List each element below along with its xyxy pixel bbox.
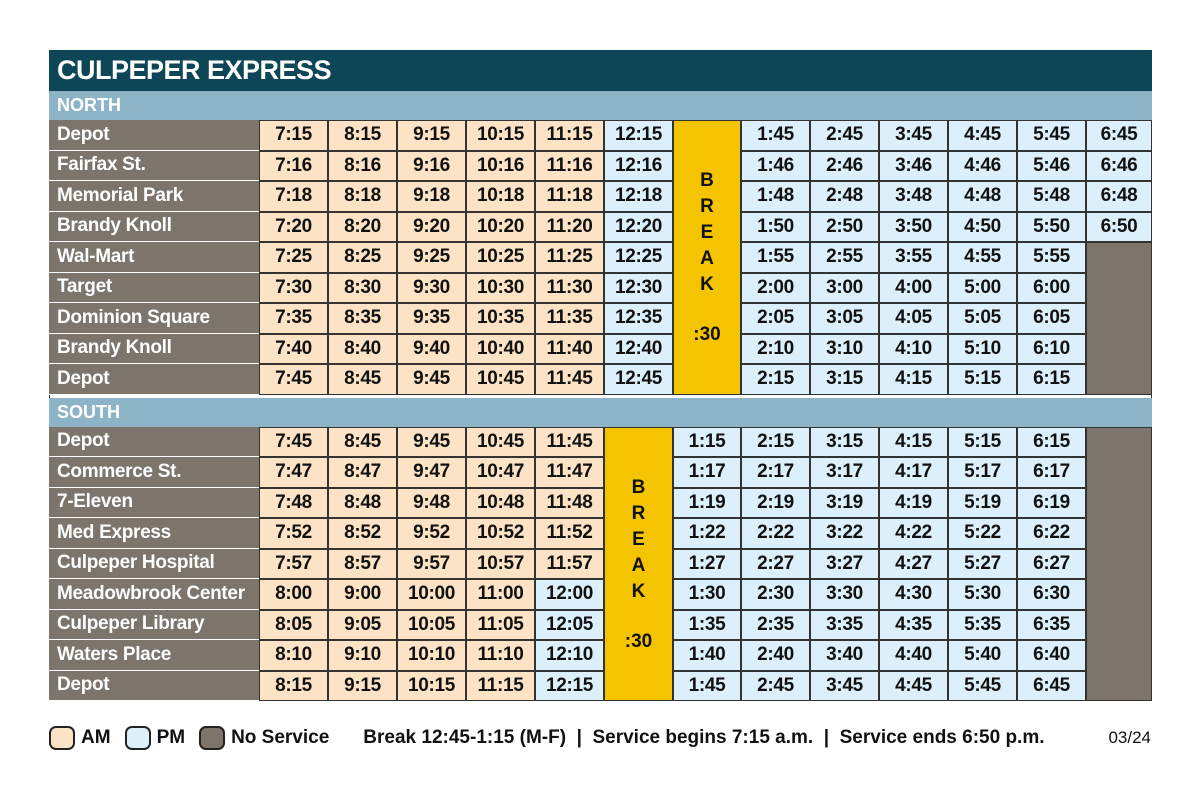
stop-name: Fairfax St. (49, 151, 259, 182)
time-cell-pm: 3:50 (879, 212, 948, 243)
time-cell-pm: 2:15 (741, 364, 810, 395)
time-cell-am: 11:25 (535, 242, 604, 273)
time-cell-pm: 2:19 (741, 488, 810, 519)
stop-name: Wal-Mart (49, 242, 259, 273)
stop-name: Commerce St. (49, 457, 259, 488)
time-cell-am: 11:15 (466, 671, 535, 702)
time-cell-pm: 4:35 (879, 610, 948, 641)
time-cell-pm: 1:45 (741, 120, 810, 151)
stop-name: Waters Place (49, 640, 259, 671)
time-cell-am: 11:16 (535, 151, 604, 182)
legend-pm-label: PM (156, 727, 186, 748)
time-cell-am: 9:45 (397, 427, 466, 458)
time-cell-am: 7:45 (259, 427, 328, 458)
time-cell-am: 10:48 (466, 488, 535, 519)
break-block (673, 120, 741, 395)
time-cell-pm: 6:05 (1017, 303, 1086, 334)
time-cell-pm: 3:46 (879, 151, 948, 182)
time-cell-noon: 12:30 (604, 273, 673, 304)
time-cell-pm: 3:22 (810, 518, 879, 549)
time-cell-pm: 1:27 (673, 549, 741, 580)
time-cell-pm: 2:00 (741, 273, 810, 304)
time-cell-pm: 2:50 (810, 212, 879, 243)
time-cell-pm: 5:40 (948, 640, 1017, 671)
time-cell-pm: 5:22 (948, 518, 1017, 549)
time-cell-am: 11:30 (535, 273, 604, 304)
time-cell-noon: 12:00 (535, 579, 604, 610)
time-cell-pm: 4:19 (879, 488, 948, 519)
time-cell-pm: 3:30 (810, 579, 879, 610)
time-cell-pm: 4:45 (879, 671, 948, 702)
time-cell-am: 9:47 (397, 457, 466, 488)
time-cell-pm: 4:46 (948, 151, 1017, 182)
time-cell-pm: 5:27 (948, 549, 1017, 580)
time-cell-am: 8:16 (328, 151, 397, 182)
time-cell-pm: 2:48 (810, 181, 879, 212)
time-cell-am: 9:25 (397, 242, 466, 273)
time-cell-am: 7:15 (259, 120, 328, 151)
time-cell-pm: 5:15 (948, 364, 1017, 395)
time-cell-am: 9:30 (397, 273, 466, 304)
time-cell-am: 8:57 (328, 549, 397, 580)
time-cell-am: 9:15 (328, 671, 397, 702)
time-cell-noon: 12:05 (535, 610, 604, 641)
break-duration: :30 (693, 324, 721, 346)
legend (49, 722, 1045, 754)
schedule-title: CULPEPER EXPRESS (49, 50, 1152, 91)
time-cell-pm: 3:00 (810, 273, 879, 304)
time-cell-am: 11:10 (466, 640, 535, 671)
time-cell-pm: 1:40 (673, 640, 741, 671)
time-cell-pm: 3:10 (810, 334, 879, 365)
time-cell-pm: 3:35 (810, 610, 879, 641)
stop-name: Depot (49, 671, 259, 702)
time-cell-am: 10:45 (466, 427, 535, 458)
time-cell-am: 10:05 (397, 610, 466, 641)
time-cell-am: 11:18 (535, 181, 604, 212)
time-cell-am: 11:45 (535, 364, 604, 395)
time-cell-am: 8:20 (328, 212, 397, 243)
break-letter: A (700, 248, 714, 270)
time-cell-noon: 12:20 (604, 212, 673, 243)
am-swatch-icon (49, 726, 75, 750)
time-cell-am: 7:52 (259, 518, 328, 549)
time-cell-pm: 1:45 (673, 671, 741, 702)
time-cell-pm: 5:48 (1017, 181, 1086, 212)
time-cell-am: 11:40 (535, 334, 604, 365)
time-cell-am: 8:00 (259, 579, 328, 610)
time-cell-pm: 5:45 (1017, 120, 1086, 151)
time-cell-am: 9:45 (397, 364, 466, 395)
stop-name: Depot (49, 364, 259, 395)
service-note: Break 12:45-1:15 (M-F) | Service begins 7:15 a.m. | Service ends 6:50 p.m. (363, 727, 1045, 748)
time-cell-am: 9:52 (397, 518, 466, 549)
legend-no-service-label: No Service (231, 727, 330, 748)
time-cell-pm: 2:46 (810, 151, 879, 182)
time-cell-pm: 2:45 (810, 120, 879, 151)
time-cell-am: 8:15 (259, 671, 328, 702)
time-cell-am: 7:35 (259, 303, 328, 334)
time-cell-pm: 4:10 (879, 334, 948, 365)
time-cell-noon: 12:16 (604, 151, 673, 182)
time-cell-pm: 3:17 (810, 457, 879, 488)
stop-name: Depot (49, 120, 259, 151)
stop-name: Target (49, 273, 259, 304)
time-cell-noon: 12:18 (604, 181, 673, 212)
time-cell-am: 10:16 (466, 151, 535, 182)
time-cell-am: 10:30 (466, 273, 535, 304)
time-cell-am: 7:57 (259, 549, 328, 580)
break-letter: K (700, 274, 714, 296)
time-cell-pm: 4:15 (879, 427, 948, 458)
time-cell-am: 9:35 (397, 303, 466, 334)
time-cell-pm: 3:15 (810, 427, 879, 458)
break-letter: A (631, 554, 646, 576)
break-letter: B (631, 476, 646, 498)
time-cell-am: 7:18 (259, 181, 328, 212)
time-cell-pm: 6:15 (1017, 364, 1086, 395)
time-cell-am: 7:20 (259, 212, 328, 243)
stop-name: Culpeper Library (49, 610, 259, 641)
no-service-block (1086, 427, 1152, 702)
time-cell-am: 10:15 (466, 120, 535, 151)
time-cell-am: 9:40 (397, 334, 466, 365)
time-cell-pm: 5:46 (1017, 151, 1086, 182)
time-cell-am: 8:10 (259, 640, 328, 671)
time-cell-pm: 2:22 (741, 518, 810, 549)
time-cell-pm: 2:45 (741, 671, 810, 702)
time-cell-am: 9:57 (397, 549, 466, 580)
time-cell-pm: 1:50 (741, 212, 810, 243)
time-cell-pm: 3:55 (879, 242, 948, 273)
time-cell-am: 11:57 (535, 549, 604, 580)
time-cell-pm: 1:35 (673, 610, 741, 641)
time-cell-pm: 1:46 (741, 151, 810, 182)
time-cell-pm: 4:22 (879, 518, 948, 549)
time-cell-pm: 6:30 (1017, 579, 1086, 610)
time-cell-pm: 4:50 (948, 212, 1017, 243)
break-label (632, 475, 646, 605)
time-cell-pm: 5:17 (948, 457, 1017, 488)
time-cell-pm: 2:55 (810, 242, 879, 273)
legend-pm (125, 726, 186, 750)
time-cell-pm: 6:45 (1086, 120, 1152, 151)
time-cell-am: 9:16 (397, 151, 466, 182)
time-cell-pm: 2:17 (741, 457, 810, 488)
time-cell-am: 10:18 (466, 181, 535, 212)
time-cell-am: 8:40 (328, 334, 397, 365)
time-cell-pm: 2:40 (741, 640, 810, 671)
time-cell-am: 10:57 (466, 549, 535, 580)
time-cell-pm: 5:45 (948, 671, 1017, 702)
time-cell-am: 8:47 (328, 457, 397, 488)
time-cell-pm: 4:40 (879, 640, 948, 671)
time-cell-noon: 12:35 (604, 303, 673, 334)
time-cell-am: 7:25 (259, 242, 328, 273)
time-cell-am: 11:35 (535, 303, 604, 334)
time-cell-am: 10:10 (397, 640, 466, 671)
break-block (604, 427, 673, 702)
time-cell-pm: 6:17 (1017, 457, 1086, 488)
time-cell-am: 8:25 (328, 242, 397, 273)
time-cell-noon: 12:15 (535, 671, 604, 702)
break-letter: E (700, 222, 714, 244)
break-letter: R (700, 196, 714, 218)
time-cell-pm: 1:55 (741, 242, 810, 273)
break-label (700, 168, 714, 298)
time-cell-pm: 4:17 (879, 457, 948, 488)
time-cell-am: 9:00 (328, 579, 397, 610)
time-cell-am: 9:10 (328, 640, 397, 671)
time-cell-pm: 2:30 (741, 579, 810, 610)
time-cell-pm: 1:30 (673, 579, 741, 610)
time-cell-am: 10:00 (397, 579, 466, 610)
no-service-block (1086, 242, 1152, 395)
time-cell-am: 8:48 (328, 488, 397, 519)
pm-swatch-icon (125, 726, 151, 750)
time-cell-pm: 6:10 (1017, 334, 1086, 365)
break-letter: R (631, 502, 646, 524)
time-cell-pm: 1:17 (673, 457, 741, 488)
time-cell-am: 10:45 (466, 364, 535, 395)
time-cell-am: 10:15 (397, 671, 466, 702)
time-cell-pm: 2:35 (741, 610, 810, 641)
time-cell-am: 11:00 (466, 579, 535, 610)
time-cell-noon: 12:45 (604, 364, 673, 395)
time-cell-pm: 1:48 (741, 181, 810, 212)
time-cell-pm: 3:05 (810, 303, 879, 334)
break-letter: B (700, 170, 714, 192)
time-cell-pm: 4:27 (879, 549, 948, 580)
time-cell-pm: 3:45 (810, 671, 879, 702)
time-cell-pm: 4:15 (879, 364, 948, 395)
time-cell-pm: 5:10 (948, 334, 1017, 365)
time-cell-pm: 6:15 (1017, 427, 1086, 458)
time-cell-pm: 2:05 (741, 303, 810, 334)
stop-name: Depot (49, 427, 259, 458)
time-cell-pm: 6:22 (1017, 518, 1086, 549)
time-cell-am: 9:18 (397, 181, 466, 212)
time-cell-pm: 6:19 (1017, 488, 1086, 519)
time-cell-am: 8:45 (328, 427, 397, 458)
time-cell-am: 9:15 (397, 120, 466, 151)
legend-am (49, 726, 111, 750)
direction-north: NORTH (49, 91, 1152, 120)
stop-name: Med Express (49, 518, 259, 549)
time-cell-pm: 1:19 (673, 488, 741, 519)
time-cell-am: 11:20 (535, 212, 604, 243)
stop-name: Dominion Square (49, 303, 259, 334)
time-cell-am: 7:48 (259, 488, 328, 519)
time-cell-am: 10:52 (466, 518, 535, 549)
time-cell-pm: 5:00 (948, 273, 1017, 304)
time-cell-am: 10:40 (466, 334, 535, 365)
time-cell-am: 11:15 (535, 120, 604, 151)
time-cell-pm: 4:30 (879, 579, 948, 610)
time-cell-pm: 6:00 (1017, 273, 1086, 304)
time-cell-am: 7:16 (259, 151, 328, 182)
stop-name: Culpeper Hospital (49, 549, 259, 580)
time-cell-pm: 5:30 (948, 579, 1017, 610)
time-cell-pm: 5:35 (948, 610, 1017, 641)
time-cell-noon: 12:40 (604, 334, 673, 365)
time-cell-am: 11:48 (535, 488, 604, 519)
legend-no-service (199, 726, 329, 750)
time-cell-pm: 2:15 (741, 427, 810, 458)
time-cell-pm: 5:19 (948, 488, 1017, 519)
time-cell-am: 7:47 (259, 457, 328, 488)
time-cell-pm: 6:45 (1017, 671, 1086, 702)
time-cell-am: 8:35 (328, 303, 397, 334)
time-cell-noon: 12:10 (535, 640, 604, 671)
time-cell-am: 7:45 (259, 364, 328, 395)
time-cell-am: 9:05 (328, 610, 397, 641)
time-cell-pm: 1:15 (673, 427, 741, 458)
stop-name: Brandy Knoll (49, 212, 259, 243)
time-cell-pm: 4:05 (879, 303, 948, 334)
time-cell-am: 9:20 (397, 212, 466, 243)
time-cell-pm: 6:46 (1086, 151, 1152, 182)
time-cell-am: 10:25 (466, 242, 535, 273)
time-cell-am: 8:18 (328, 181, 397, 212)
stop-name: Meadowbrook Center (49, 579, 259, 610)
time-cell-am: 8:30 (328, 273, 397, 304)
time-cell-am: 8:15 (328, 120, 397, 151)
stop-name: 7-Eleven (49, 488, 259, 519)
time-cell-am: 11:47 (535, 457, 604, 488)
break-letter: E (632, 528, 645, 550)
time-cell-pm: 5:15 (948, 427, 1017, 458)
time-cell-am: 7:30 (259, 273, 328, 304)
time-cell-pm: 5:05 (948, 303, 1017, 334)
time-cell-pm: 1:22 (673, 518, 741, 549)
date-code: 03/24 (1108, 728, 1151, 747)
time-cell-pm: 2:27 (741, 549, 810, 580)
time-cell-pm: 4:48 (948, 181, 1017, 212)
time-cell-pm: 5:55 (1017, 242, 1086, 273)
time-cell-pm: 5:50 (1017, 212, 1086, 243)
time-cell-pm: 6:48 (1086, 181, 1152, 212)
time-cell-pm: 6:50 (1086, 212, 1152, 243)
time-cell-am: 8:45 (328, 364, 397, 395)
stop-name: Brandy Knoll (49, 334, 259, 365)
time-cell-am: 10:20 (466, 212, 535, 243)
direction-south: SOUTH (49, 398, 1152, 427)
time-cell-pm: 3:27 (810, 549, 879, 580)
time-cell-pm: 2:10 (741, 334, 810, 365)
time-cell-pm: 4:45 (948, 120, 1017, 151)
stop-name: Memorial Park (49, 181, 259, 212)
time-cell-am: 9:48 (397, 488, 466, 519)
break-duration: :30 (624, 630, 653, 652)
break-letter: K (631, 580, 646, 602)
legend-am-label: AM (81, 727, 111, 748)
time-cell-pm: 6:27 (1017, 549, 1086, 580)
time-cell-pm: 3:19 (810, 488, 879, 519)
time-cell-am: 10:35 (466, 303, 535, 334)
time-cell-am: 10:47 (466, 457, 535, 488)
time-cell-am: 8:05 (259, 610, 328, 641)
time-cell-pm: 4:00 (879, 273, 948, 304)
no-service-swatch-icon (199, 726, 225, 750)
time-cell-pm: 3:45 (879, 120, 948, 151)
time-cell-pm: 3:48 (879, 181, 948, 212)
time-cell-noon: 12:25 (604, 242, 673, 273)
time-cell-pm: 6:35 (1017, 610, 1086, 641)
time-cell-pm: 4:55 (948, 242, 1017, 273)
time-cell-am: 11:05 (466, 610, 535, 641)
time-cell-am: 11:52 (535, 518, 604, 549)
time-cell-pm: 6:40 (1017, 640, 1086, 671)
time-cell-pm: 3:15 (810, 364, 879, 395)
time-cell-am: 7:40 (259, 334, 328, 365)
time-cell-pm: 3:40 (810, 640, 879, 671)
time-cell-am: 11:45 (535, 427, 604, 458)
time-cell-am: 8:52 (328, 518, 397, 549)
time-cell-noon: 12:15 (604, 120, 673, 151)
